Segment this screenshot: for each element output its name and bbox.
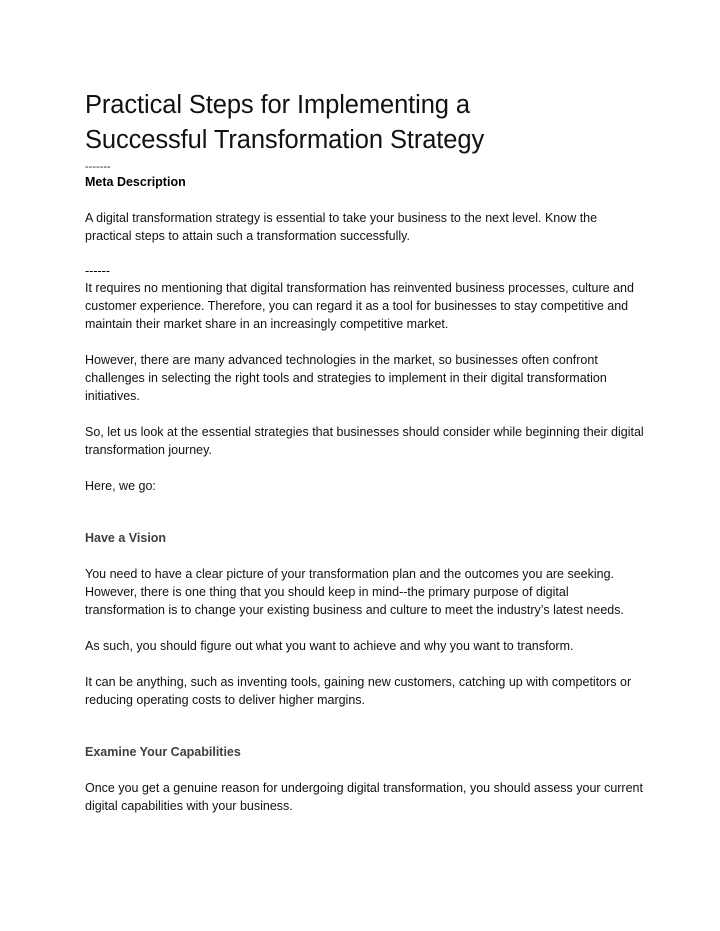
separator-top: -------: [85, 161, 111, 173]
title-line-2: Successful Transformation Strategy: [85, 126, 485, 154]
section-heading-capabilities: Examine Your Capabilities: [85, 745, 241, 759]
vision-paragraph-1: You need to have a clear picture of your transformation plan and the outcomes you are seeking. However, there is one thing that you should keep in mind--the primary purpose of digital transformation is to change your existing business and culture to meet the industry’s latest needs.: [85, 567, 624, 617]
intro-paragraph-4: Here, we go:: [85, 479, 156, 493]
document-title: [85, 88, 645, 158]
meta-description-label: Meta Description: [85, 175, 186, 189]
intro-paragraph-1: It requires no mentioning that digital transformation has reinvented business processes, culture and customer experience. Therefore, you can regard it as a tool for businesses to stay competitive and maintain their market share in an increasingly competitive market.: [85, 281, 634, 331]
vision-paragraph-3: It can be anything, such as inventing tools, gaining new customers, catching up with competitors or reducing operating costs to deliver higher margins.: [85, 675, 632, 707]
meta-description-text: A digital transformation strategy is essential to take your business to the next level. Know the practical steps to attain such a transformation successfully.: [85, 211, 598, 243]
document-page: [85, 88, 645, 815]
intro-paragraph-2: However, there are many advanced technologies in the market, so businesses often confront challenges in selecting the right tools and strategies to implement in their digital transformation initiatives.: [85, 353, 607, 403]
vision-paragraph-2: As such, you should figure out what you want to achieve and why you want to transform.: [85, 639, 574, 653]
title-line-1: Practical Steps for Implementing a: [85, 91, 470, 119]
separator-mid: ------: [85, 264, 110, 278]
section-heading-vision: Have a Vision: [85, 531, 167, 545]
capabilities-paragraph-1: Once you get a genuine reason for undergoing digital transformation, you should assess your current digital capabilities with your business.: [85, 781, 643, 813]
intro-paragraph-3: So, let us look at the essential strategies that businesses should consider while beginning their digital transformation journey.: [85, 425, 644, 457]
